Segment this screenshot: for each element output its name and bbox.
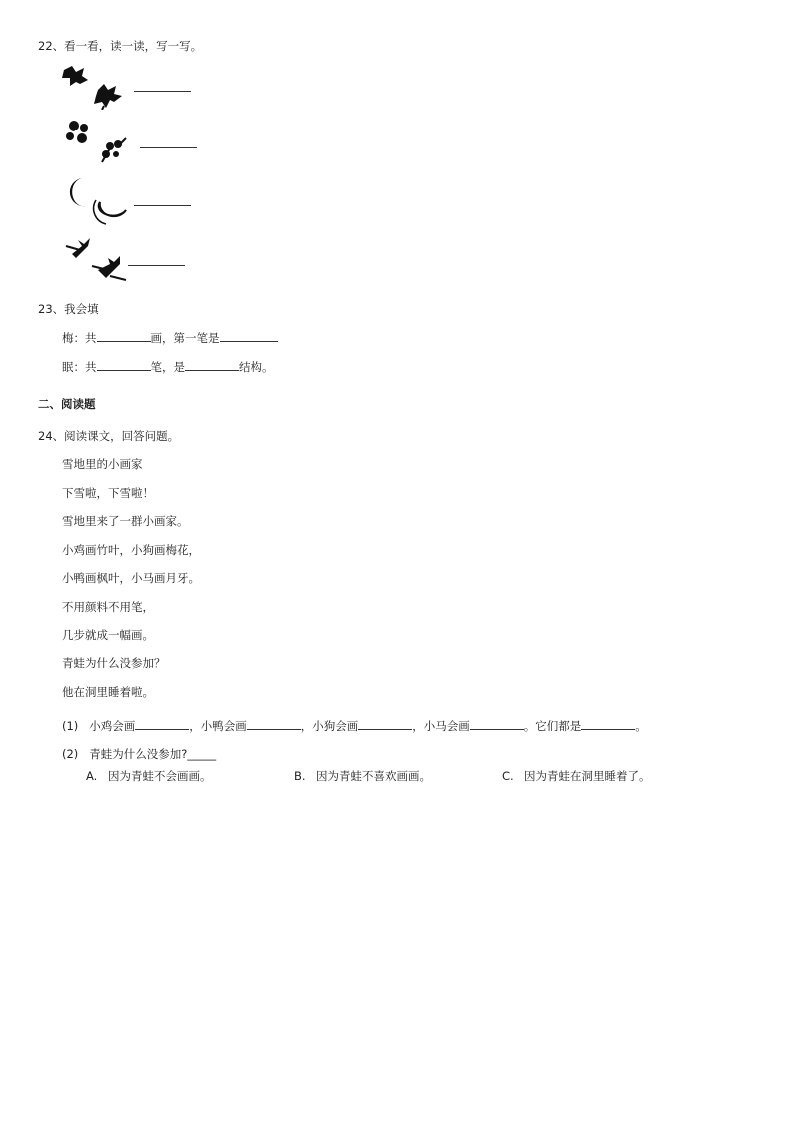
q23-text: ：共 bbox=[73, 360, 97, 374]
q23-title: 23、我会填 bbox=[38, 302, 99, 316]
q23-text: 笔，是 bbox=[150, 360, 185, 374]
option-a[interactable] bbox=[86, 769, 212, 783]
q23-text: ：共 bbox=[73, 331, 97, 345]
poem-line: 小鸭画枫叶，小马画月牙。 bbox=[62, 571, 200, 585]
poem-line: 雪地里的小画家 bbox=[62, 457, 143, 471]
duck-answer-blank[interactable] bbox=[247, 719, 301, 730]
q22-title: 22、看一看，读一读，写一写。 bbox=[38, 39, 203, 53]
option-c[interactable] bbox=[502, 769, 651, 783]
q24-title: 24、阅读课文，回答问题。 bbox=[38, 429, 180, 443]
q22-answer-blank-4[interactable] bbox=[128, 265, 185, 266]
structure-blank[interactable] bbox=[185, 360, 239, 371]
chick-answer-blank[interactable] bbox=[135, 719, 189, 730]
option-letter: A. bbox=[86, 769, 98, 783]
poem-line: 几步就成一幅画。 bbox=[62, 628, 154, 642]
stroke-count-blank[interactable] bbox=[97, 331, 151, 342]
stroke-count-blank[interactable] bbox=[97, 360, 151, 371]
poem-line: 青蛙为什么没参加？ bbox=[62, 656, 166, 670]
q23-line-2 bbox=[62, 360, 274, 374]
q22-answer-blank-1[interactable] bbox=[134, 91, 191, 92]
sub1-text: ，小马会画 bbox=[412, 719, 470, 733]
poem-line: 他在洞里睡着啦。 bbox=[62, 685, 154, 699]
summary-answer-blank[interactable] bbox=[581, 719, 635, 730]
sub-question-number: (2) bbox=[62, 747, 79, 761]
option-text: 因为青蛙在洞里睡着了。 bbox=[524, 769, 651, 783]
q22-answer-blank-2[interactable] bbox=[140, 147, 197, 148]
poem-line: 小鸡画竹叶，小狗画梅花， bbox=[62, 543, 200, 557]
option-b[interactable] bbox=[294, 769, 431, 783]
sub1-text: ，小狗会画 bbox=[300, 719, 359, 733]
crescent-moon-footprint-icon bbox=[60, 176, 132, 228]
maple-leaf-footprint-icon bbox=[58, 64, 130, 110]
q23-char-1: 梅 bbox=[62, 331, 74, 345]
q23-text: 结构。 bbox=[239, 360, 274, 374]
first-stroke-blank[interactable] bbox=[220, 331, 278, 342]
section-heading: 二、阅读题 bbox=[38, 397, 96, 411]
sub1-text: 。 bbox=[635, 719, 647, 733]
option-text: 因为青蛙不喜欢画画。 bbox=[316, 769, 431, 783]
sub2-question: 青蛙为什么没参加?_____ bbox=[89, 747, 217, 761]
option-letter: C. bbox=[502, 769, 514, 783]
bamboo-leaf-footprint-icon bbox=[62, 236, 134, 288]
dog-answer-blank[interactable] bbox=[358, 719, 412, 730]
poem-line: 不用颜料不用笔， bbox=[62, 600, 154, 614]
plum-flower-footprint-icon bbox=[62, 118, 134, 170]
q24-sub2 bbox=[62, 747, 216, 761]
sub1-text: 小鸡会画 bbox=[89, 719, 136, 733]
horse-answer-blank[interactable] bbox=[470, 719, 524, 730]
sub1-text: ，小鸭会画 bbox=[189, 719, 247, 733]
sub1-text: 。它们都是 bbox=[523, 719, 582, 733]
q22-answer-blank-3[interactable] bbox=[134, 205, 191, 206]
q23-char-2: 眠 bbox=[62, 360, 74, 374]
option-letter: B. bbox=[294, 769, 306, 783]
poem-line: 雪地里来了一群小画家。 bbox=[62, 514, 189, 528]
q24-sub1 bbox=[62, 719, 647, 733]
option-text: 因为青蛙不会画画。 bbox=[108, 769, 212, 783]
sub-question-number: (1) bbox=[62, 719, 79, 733]
q23-text: 画，第一笔是 bbox=[150, 331, 220, 345]
q23-line-1 bbox=[62, 331, 278, 345]
poem-line: 下雪啦，下雪啦！ bbox=[62, 486, 154, 500]
